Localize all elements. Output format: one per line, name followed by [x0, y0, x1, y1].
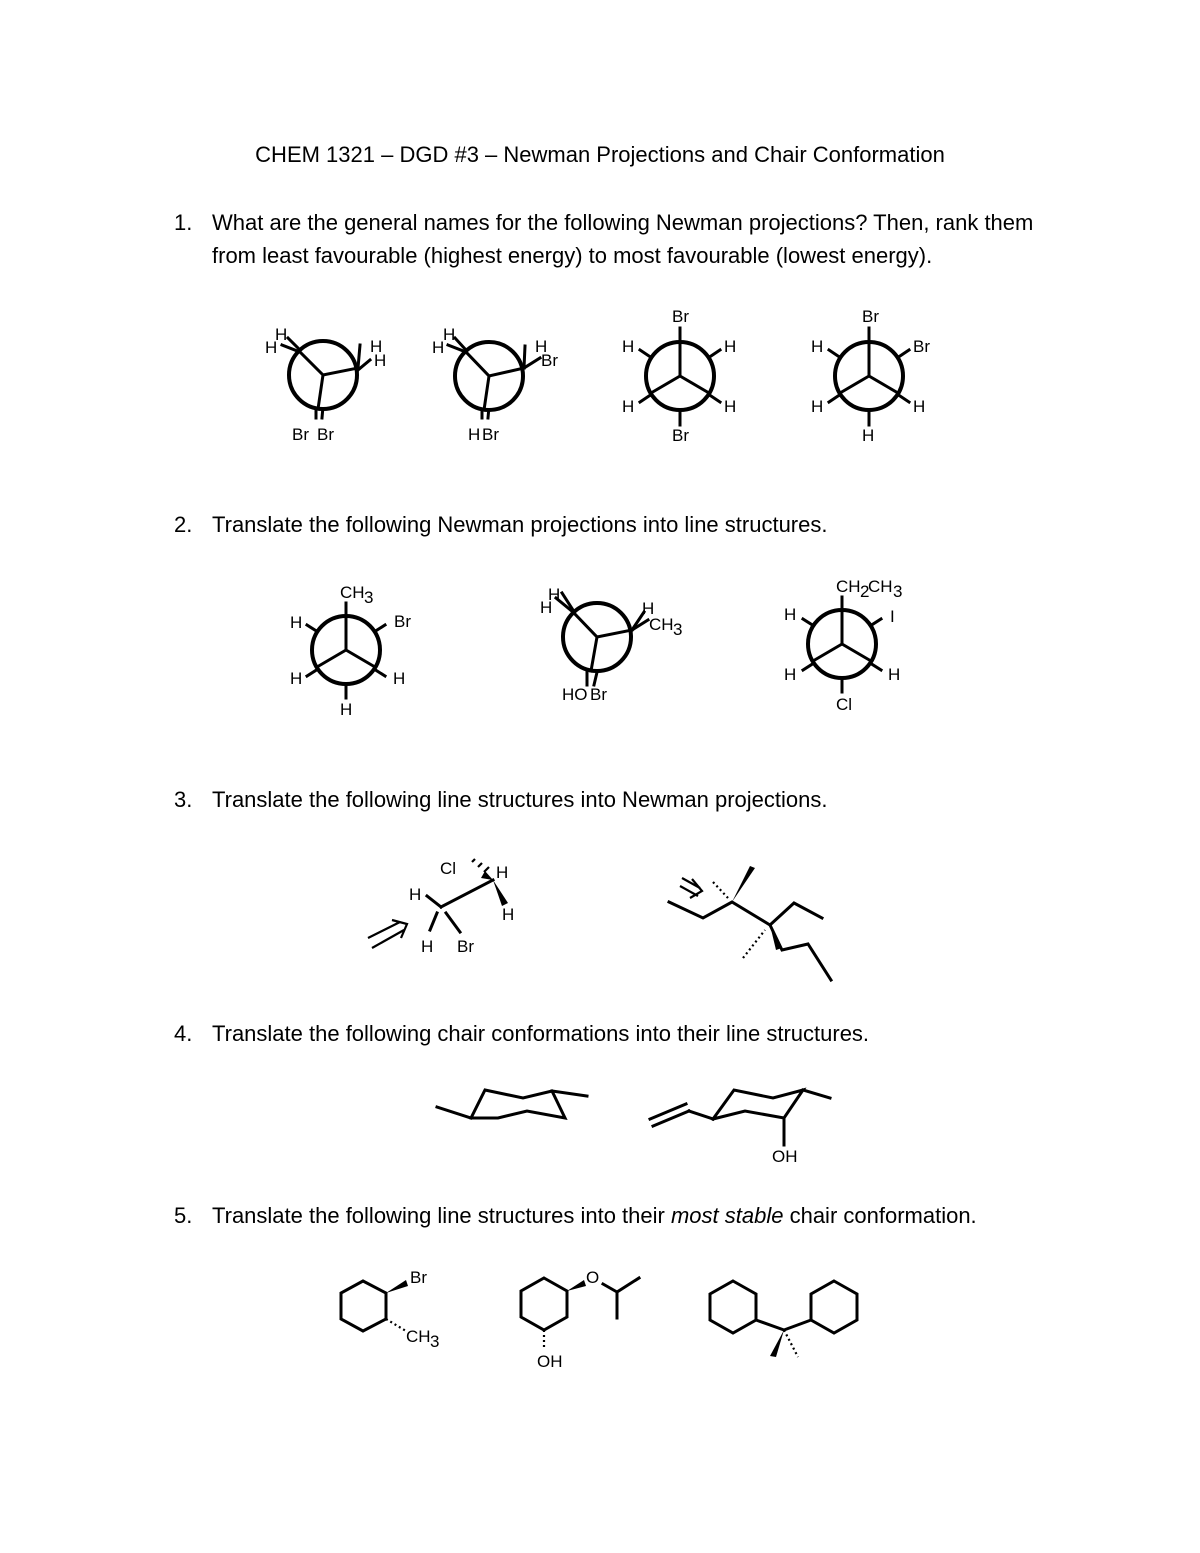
atom-label: H — [374, 351, 387, 370]
atom-label: H — [409, 885, 422, 904]
atom-label: CH — [868, 577, 893, 596]
atom-label: H — [642, 599, 655, 618]
newman-projection-5 — [290, 583, 411, 719]
line-structure-3 — [341, 1268, 439, 1351]
newman-projection-7 — [784, 577, 902, 714]
atom-label: H — [724, 397, 737, 416]
atom-label: H — [290, 669, 303, 688]
atom-label: Br — [482, 425, 499, 444]
atom-label: H — [443, 325, 456, 344]
atom-label: H — [784, 665, 797, 684]
atom-label: CH — [406, 1327, 431, 1346]
newman-projection-3 — [622, 307, 736, 445]
question-text: Translate the following line structures into Newman projections. — [212, 787, 828, 812]
page-title: CHEM 1321 – DGD #3 – Newman Projections and Chair Conformation — [255, 142, 945, 167]
newman-projection-1 — [265, 325, 386, 444]
atom-label: 3 — [673, 620, 683, 639]
atom-label: Br — [590, 685, 607, 704]
atom-label: H — [811, 397, 824, 416]
atom-label: H — [496, 863, 509, 882]
atom-label: Br — [457, 937, 474, 956]
question-number: 2. — [174, 512, 193, 537]
atom-label: H — [340, 700, 353, 719]
atom-label: Br — [672, 307, 689, 326]
atom-label: CH — [649, 615, 674, 634]
atom-label: 3 — [430, 1332, 440, 1351]
line-structure-5 — [710, 1281, 857, 1357]
atom-label: H — [290, 613, 303, 632]
question-text: Translate the following chair conformations into their line structures. — [212, 1021, 870, 1046]
atom-label: Br — [913, 337, 930, 356]
atom-label: Cl — [836, 695, 853, 714]
line-structure-4 — [521, 1268, 639, 1371]
atom-label: H — [421, 937, 434, 956]
question-number: 5. — [174, 1203, 193, 1228]
atom-label: HO — [562, 685, 588, 704]
question-text: What are the general names for the following Newman projections? Then, rank them from least favourable (highest energy) to most favourable (lowest energy). — [212, 210, 1034, 268]
atom-label: H — [862, 426, 875, 445]
atom-label: CH — [836, 577, 861, 596]
line-structure-2 — [669, 866, 831, 980]
atom-label: H — [535, 337, 548, 356]
atom-label: I — [890, 607, 895, 626]
atom-label: H — [811, 337, 824, 356]
atom-label: OH — [537, 1352, 563, 1371]
newman-projection-4 — [811, 307, 930, 445]
atom-label: Br — [862, 307, 879, 326]
atom-label: Br — [394, 612, 411, 631]
atom-label: H — [784, 605, 797, 624]
atom-label: H — [432, 338, 445, 357]
atom-label: H — [724, 337, 737, 356]
question-text: Translate the following Newman projections into line structures. — [212, 512, 828, 537]
newman-projection-6 — [540, 585, 682, 704]
atom-label: Br — [672, 426, 689, 445]
atom-label: H — [468, 425, 481, 444]
question-number: 3. — [174, 787, 193, 812]
atom-label: H — [913, 397, 926, 416]
atom-label: Br — [541, 351, 558, 370]
atom-label: H — [888, 665, 901, 684]
atom-label: H — [265, 338, 278, 357]
line-structure-1 — [368, 859, 514, 956]
question-text: Translate the following line structures into their most stable chair conformation. — [212, 1203, 977, 1228]
atom-label: H — [540, 598, 553, 617]
atom-label: OH — [772, 1147, 798, 1166]
chair-conformation-2 — [650, 1090, 830, 1166]
chair-conformation-1 — [437, 1090, 587, 1118]
atom-label: H — [502, 905, 515, 924]
atom-label: 2 — [860, 582, 870, 601]
atom-label: O — [586, 1268, 600, 1287]
atom-label: H — [393, 669, 406, 688]
question-number: 1. — [174, 210, 193, 235]
atom-label: H — [548, 585, 561, 604]
atom-label: 3 — [364, 588, 374, 607]
atom-label: H — [275, 325, 288, 344]
atom-label: 3 — [893, 582, 903, 601]
atom-label: Br — [410, 1268, 427, 1287]
newman-projection-2 — [432, 325, 558, 444]
atom-label: H — [622, 397, 635, 416]
atom-label: Br — [292, 425, 309, 444]
atom-label: H — [622, 337, 635, 356]
atom-label: H — [370, 337, 383, 356]
atom-label: Cl — [440, 859, 457, 878]
atom-label: Br — [317, 425, 334, 444]
atom-label: CH — [340, 583, 365, 602]
question-number: 4. — [174, 1021, 193, 1046]
